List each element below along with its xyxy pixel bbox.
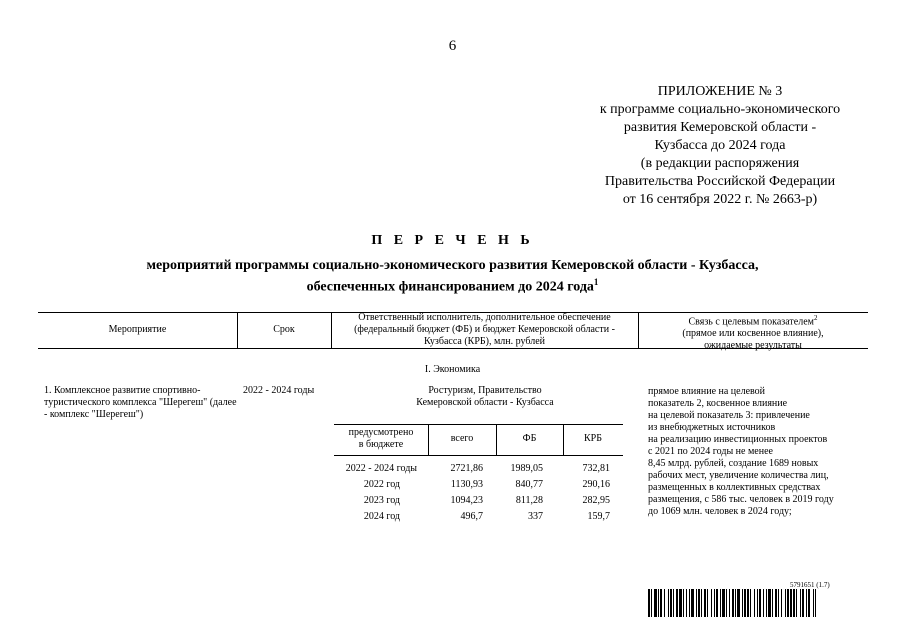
barcode-bar (757, 589, 758, 617)
barcode-bar (737, 589, 740, 617)
barcode-image (648, 589, 870, 617)
barcode-bar (787, 589, 789, 617)
link-header-text: Связь с целевым показателем (688, 316, 814, 328)
executor-line: Ростуризм, Правительство (428, 385, 542, 396)
barcode-bar (691, 589, 694, 617)
link-line: с 2021 по 2024 годы не менее (648, 446, 773, 457)
barcode-bar (793, 589, 795, 617)
activity-name: 1. Комплексное развитие спортивно-туристического комплекса "Шерегеш" (далее - комплекс "Шерегеш") (44, 385, 237, 420)
document-code: 5791651 (1.7) (790, 581, 830, 589)
executor-line: Кемеровской области - Кузбасса (416, 397, 554, 408)
barcode-bar (676, 589, 678, 617)
link-line: до 1069 млн. человек в 2024 году; (648, 506, 792, 517)
barcode-bar (800, 589, 801, 617)
executor-header-line: (федеральный бюджет (ФБ) и бюджет Кемеровской области - (354, 324, 615, 335)
finance-header-line: в бюджете (358, 439, 404, 450)
finance-table-bottom-border (334, 455, 623, 456)
barcode-bar (726, 589, 727, 617)
finance-period: 2022 - 2024 годы (345, 463, 417, 474)
finance-total: 496,7 (460, 511, 483, 522)
appendix-line: развития Кемеровской области - (623, 120, 817, 135)
finance-total: 2721,86 (450, 463, 483, 474)
appendix-line: Кузбасса до 2024 года (654, 138, 786, 153)
barcode-bar (790, 589, 792, 617)
barcode-bar (763, 589, 764, 617)
link-line: из внебюджетных источников (648, 422, 776, 433)
activity-term: 2022 - 2024 годы (243, 385, 315, 396)
barcode-bar (722, 589, 725, 617)
barcode-bar (735, 589, 736, 617)
barcode-bar (808, 589, 810, 617)
responsible-executor (400, 385, 570, 409)
barcode-bar (686, 589, 687, 617)
barcode-bar (775, 589, 777, 617)
link-header-line (638, 312, 868, 328)
appendix-line: Правительства Российской Федерации (604, 174, 836, 189)
barcode-bar (750, 589, 751, 617)
barcode-bar (701, 589, 702, 617)
link-header-line: ожидаемые результаты (704, 340, 802, 352)
section-title: I. Экономика (424, 364, 481, 375)
barcode-bar (670, 589, 672, 617)
barcode-bar (813, 589, 814, 617)
link-header-line: (прямое или косвенное влияние), (682, 328, 824, 340)
appendix-line: (в редакции распоряжения (640, 156, 800, 171)
barcode-bar (660, 589, 662, 617)
link-line: показатель 2, косвенное влияние (648, 398, 788, 409)
barcode-bar (781, 589, 782, 617)
barcode-bar (673, 589, 674, 617)
barcode-bar (785, 589, 786, 617)
barcode-bar (668, 589, 669, 617)
link-line: прямое влияние на целевой (648, 386, 766, 397)
barcode-bar (648, 589, 650, 617)
barcode-bar (732, 589, 734, 617)
barcode-bar (754, 589, 755, 617)
finance-period: 2024 год (363, 511, 400, 522)
finance-krb: 282,95 (582, 495, 610, 506)
finance-header-total: всего (450, 433, 474, 444)
finance-period: 2023 год (363, 495, 400, 506)
barcode-bar (729, 589, 730, 617)
finance-fb: 811,28 (515, 495, 543, 506)
barcode-bar (658, 589, 659, 617)
page-number: 6 (448, 38, 457, 54)
finance-header-line: предусмотрено (348, 427, 414, 438)
link-line: размещения, с 586 тыс. человек в 2019 году (648, 494, 834, 505)
footnote-mark: 1 (593, 277, 599, 287)
barcode-bar (707, 589, 708, 617)
barcode-bar (772, 589, 773, 617)
finance-table-top-border (334, 424, 623, 425)
footnote-mark: 2 (814, 314, 818, 322)
barcode-bar (806, 589, 807, 617)
appendix-header (560, 83, 880, 209)
barcode-bar (679, 589, 682, 617)
finance-krb: 732,81 (582, 463, 610, 474)
finance-header-budget (334, 427, 428, 451)
finance-fb: 840,77 (515, 479, 543, 490)
executor-header-line: Ответственный исполнитель, дополнительное обеспечение (358, 312, 611, 323)
barcode-bar (778, 589, 779, 617)
barcode-bar (654, 589, 657, 617)
column-header-executor (331, 312, 638, 348)
document-subtitle (60, 257, 845, 296)
document-title: П Е Р Е Ч Е Н Ь (371, 233, 534, 248)
finance-header-krb: КРБ (584, 433, 602, 444)
finance-krb: 159,7 (587, 511, 610, 522)
appendix-line: к программе социально-экономического (599, 102, 841, 117)
barcode-bar (696, 589, 697, 617)
target-indicator-link (648, 386, 868, 518)
barcode-bar (747, 589, 749, 617)
barcode-bar (714, 589, 715, 617)
column-header-activity: Мероприятие (108, 324, 167, 335)
link-line: на целевой показатель 3: привлечение (648, 410, 810, 421)
column-header-link (638, 312, 868, 352)
barcode-bar (664, 589, 665, 617)
barcode-bar (766, 589, 767, 617)
column-header-term: Срок (273, 324, 295, 335)
barcode-bar (716, 589, 718, 617)
barcode-bar (759, 589, 761, 617)
appendix-line: ПРИЛОЖЕНИЕ № 3 (657, 84, 783, 99)
barcode-bar (698, 589, 700, 617)
subtitle-line-2-text: обеспеченных финансированием до 2024 года (306, 279, 594, 295)
finance-fb: 1989,05 (510, 463, 543, 474)
finance-header-fb: ФБ (522, 433, 537, 444)
barcode-bar (720, 589, 721, 617)
barcode-bar (742, 589, 743, 617)
barcode-bar (683, 589, 684, 617)
finance-total: 1094,23 (450, 495, 483, 506)
barcode-bar (689, 589, 690, 617)
barcode-bar (815, 589, 816, 617)
subtitle-line-1: мероприятий программы социально-экономического развития Кемеровской области - Кузбасса, (146, 258, 759, 273)
link-line: размещенных в коллективных средствах (648, 482, 821, 493)
barcode-bar (744, 589, 746, 617)
barcode-bar (796, 589, 797, 617)
finance-total: 1130,93 (450, 479, 483, 490)
link-line: 8,45 млрд. рублей, создание 1689 новых (648, 458, 819, 469)
finance-fb: 337 (528, 511, 543, 522)
executor-header-line: Кузбасса (КРБ), млн. рублей (424, 336, 545, 347)
barcode-bar (768, 589, 771, 617)
barcode-bar (802, 589, 804, 617)
barcode-bar (704, 589, 706, 617)
appendix-line: от 16 сентября 2022 г. № 2663-р) (622, 192, 818, 207)
barcode-bar (651, 589, 652, 617)
subtitle-line-2 (60, 274, 845, 296)
barcode-bar (711, 589, 712, 617)
link-line: рабочих мест, увеличение количества лиц, (648, 470, 829, 481)
finance-period: 2022 год (363, 479, 400, 490)
finance-krb: 290,16 (582, 479, 610, 490)
link-line: на реализацию инвестиционных проектов (648, 434, 828, 445)
